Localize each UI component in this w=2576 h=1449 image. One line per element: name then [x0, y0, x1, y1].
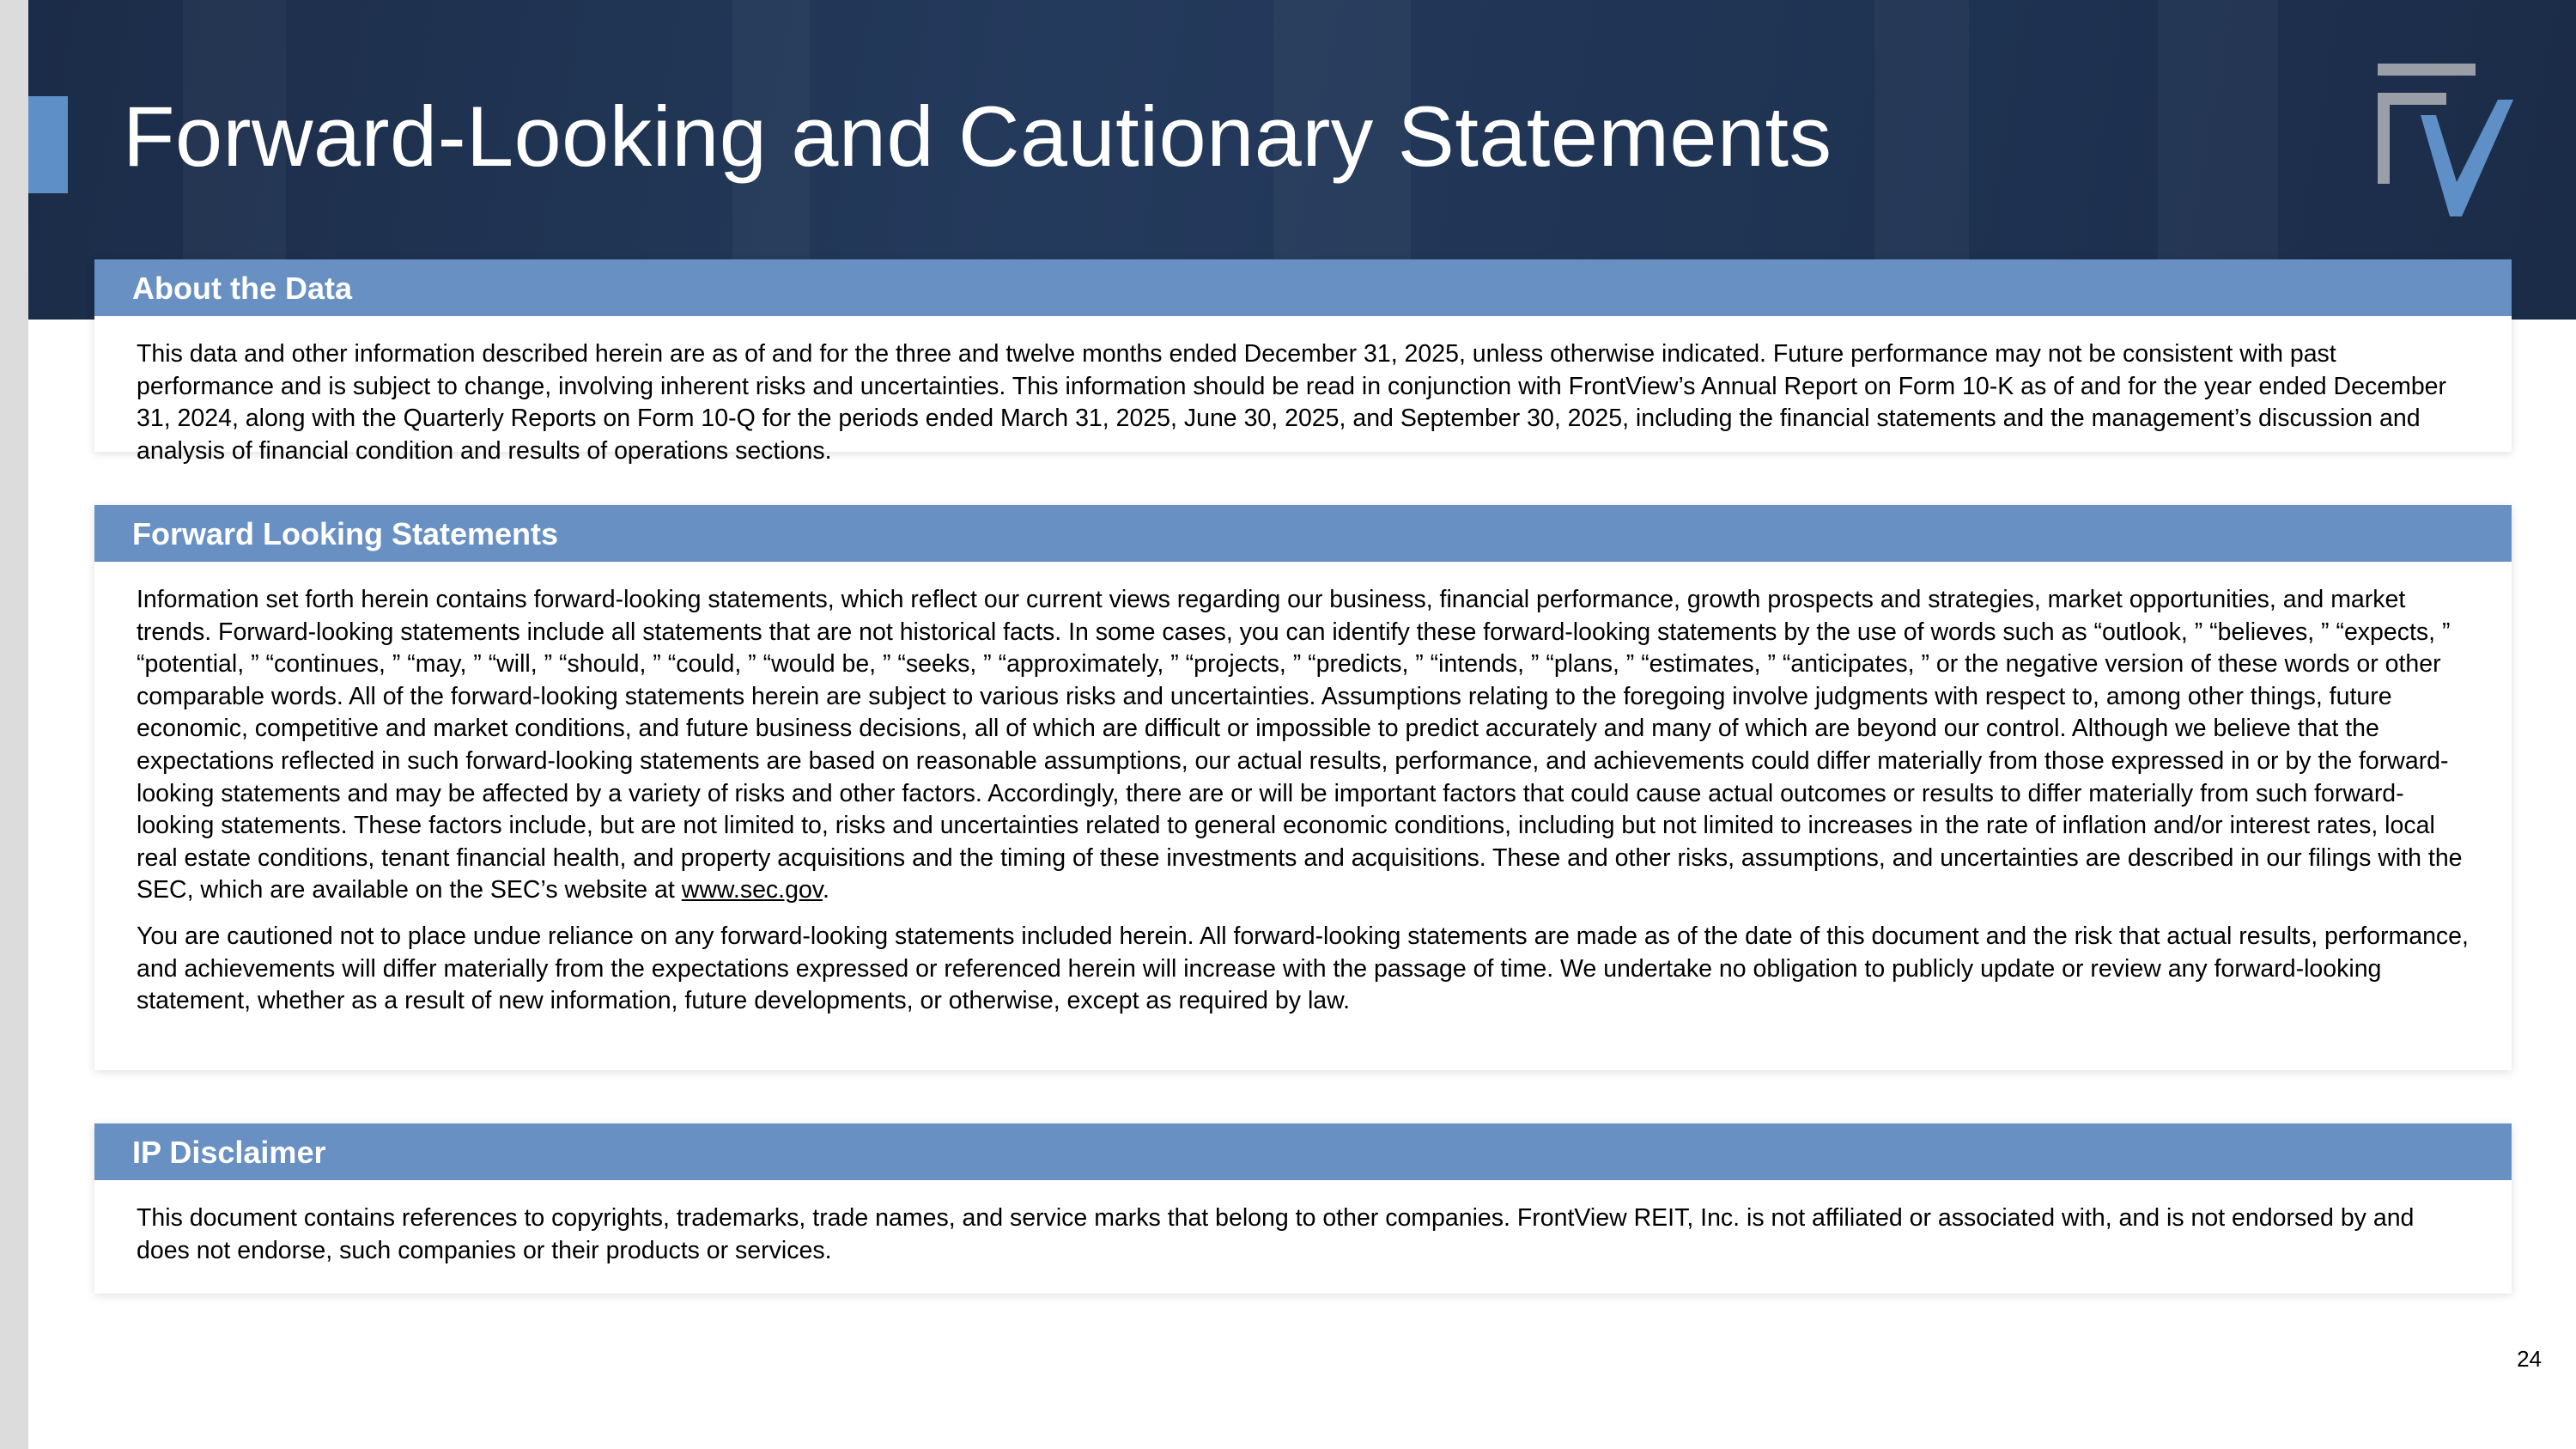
forward-looking-section: [94, 505, 2512, 1070]
section-body: [94, 562, 2512, 1018]
section-header: About the Data: [94, 259, 2512, 316]
about-data-section: [94, 259, 2512, 465]
left-edge-strip: [0, 0, 28, 1449]
section-body: [94, 316, 2512, 467]
page-number: 24: [2517, 1346, 2542, 1372]
section-header: IP Disclaimer: [94, 1123, 2512, 1180]
caution-paragraph: You are cautioned not to place undue reliance on any forward-looking statements included herein. All forward-looking statements are made as of the date of this document and the risk that actual results, performance, and achievements will differ materially from the expectations expressed or referenced herein will increase with the passage of time. We undertake no obligation to publicly update or review any forward-looking statement, whether as a result of new information, future developments, or otherwise, except as required by law.: [137, 922, 2469, 1015]
paragraph-text: Information set forth herein contains forward-looking statements, which reflect our current views regarding our business, financial performance, growth prospects and strategies, market opportunities, and market trends. Forward-looking statements include all statements that are not historical facts. In some cases, you can identify these forward-looking statements by the use of words such as “outlook, ” “believes, ” “expects, ” “potential, ” “continues, ” “may, ” “will, ” “should, ” “could, ” “would be, ” “seeks, ” “approximately, ” “projects, ” “predicts, ” “intends, ” “plans, ” “estimates, ” “anticipates, ” or the negative version of these words or other comparable words. All of the forward-looking statements herein are subject to various risks and uncertainties. Assumptions relating to the foregoing involve judgments with respect to, among other things, future economic, competitive and market conditions, and future business decisions, all of which are difficult or impossible to predict accurately and many of which are beyond our control. Although we believe that the expectations reflected in such forward-looking statements are based on reasonable assumptions, our actual results, performance, and achievements could differ materially from those expressed in or by the forward-looking statements and may be affected by a variety of risks and other factors. Accordingly, there are or will be important factors that could cause actual outcomes or results to differ materially from such forward-looking statements. These factors include, but are not limited to, risks and uncertainties related to general economic conditions, including but not limited to increases in the rate of inflation and/or interest rates, local real estate conditions, tenant financial health, and property acquisitions and the timing of these investments and acquisitions. These and other risks, assumptions, and uncertainties are described in our filings with the SEC, which are available on the SEC’s website at: [137, 586, 2463, 904]
about-data-paragraph: This data and other information described herein are as of and for the three and twelve months ended December 31, 2025, unless otherwise indicated. Future performance may not be consistent with past performance and is subject to change, involving inherent risks and uncertainties. This information should be read in conjunction with FrontView’s Annual Report on Form 10-K as of and for the year ended December 31, 2024, along with the Quarterly Reports on Form 10-Q for the periods ended March 31, 2025, June 30, 2025, and September 30, 2025, including the financial statements and the management’s discussion and analysis of financial condition and results of operations sections.: [137, 340, 2447, 465]
paragraph-end: .: [822, 876, 829, 904]
ip-disclaimer-section: [94, 1123, 2512, 1294]
page-title: Forward-Looking and Cautionary Statements: [123, 88, 1832, 184]
forward-looking-paragraph: [137, 584, 2469, 907]
ip-disclaimer-paragraph: This document contains references to copyrights, trademarks, trade names, and service marks that belong to other companies. FrontView REIT, Inc. is not affiliated or associated with, and is not endorsed by and does not endorse, such companies or their products or services.: [137, 1204, 2415, 1264]
title-accent-bar: [28, 96, 68, 193]
section-header: Forward Looking Statements: [94, 505, 2512, 562]
frontview-logo: [2376, 64, 2526, 216]
section-body: [94, 1180, 2512, 1267]
sec-website-link[interactable]: www.sec.gov: [681, 876, 823, 904]
